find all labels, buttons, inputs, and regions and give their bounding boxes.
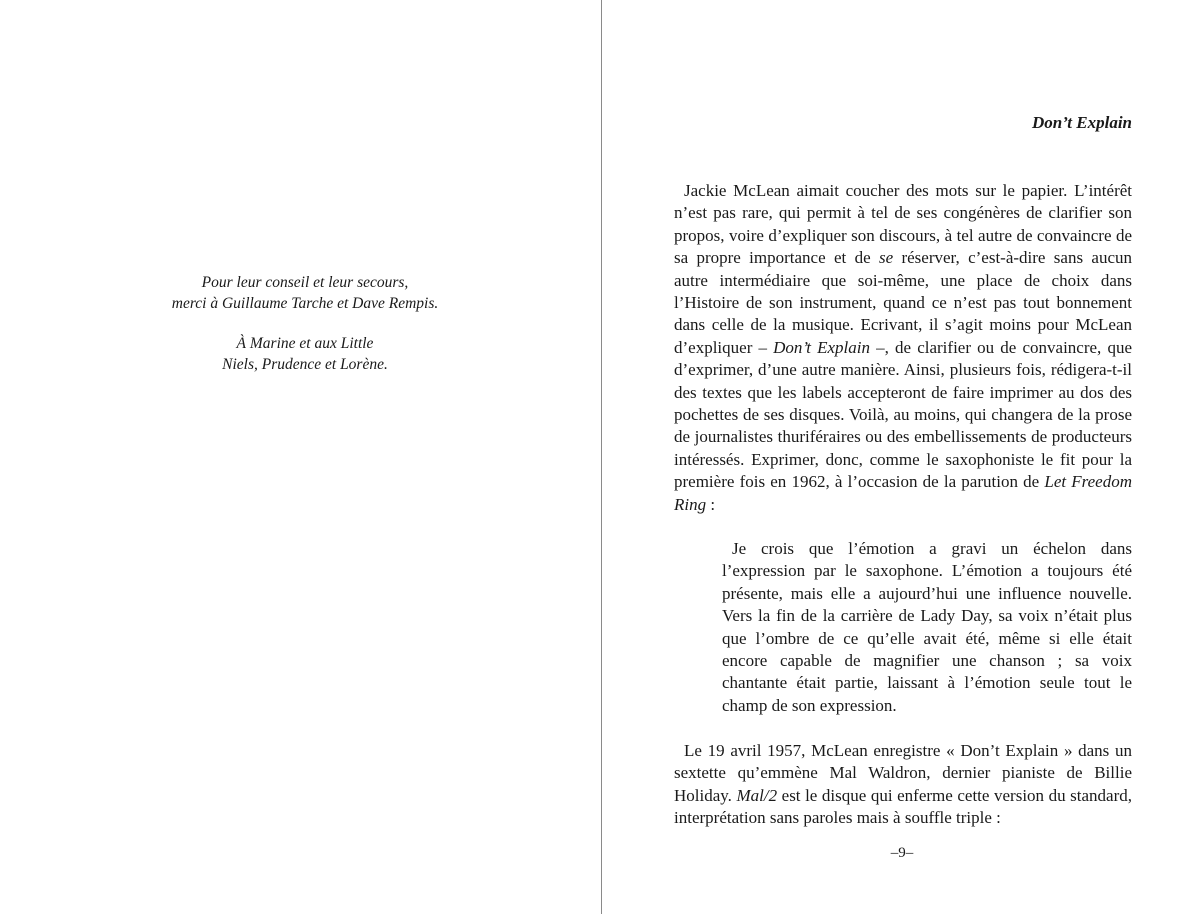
dedication-family — [0, 333, 610, 375]
body-paragraph — [674, 180, 1132, 516]
italic-text: Don’t Explain — [773, 337, 870, 357]
italic-text: Let Freedom Ring — [674, 472, 1132, 514]
left-page — [0, 0, 601, 914]
dedication-line: merci à Guillaume Tarche et Dave Rempis. — [171, 295, 439, 312]
italic-text: se — [878, 248, 894, 268]
paragraph-text: est le disque qui enferme cette version du standard, interprétation sans paroles mais à souffle triple : — [674, 785, 1132, 828]
right-page — [602, 0, 1203, 914]
italic-text: Mal/2 — [736, 785, 778, 805]
paragraph-text: Jackie McLean aimait coucher des mots sur le papier. L’intérêt n’est pas rare, qui permit à tel de ses congénères de clarifier son propos, voire d’expliquer son discours, à tel autre de convaincre de sa propre importance et de — [674, 181, 1132, 268]
chapter-title: Don’t Explain — [1032, 113, 1132, 132]
dedication-line: À Marine et aux Little — [236, 335, 374, 352]
paragraph-text: –, de clarifier ou de convaincre, que d’exprimer, d’une autre manière. Ainsi, plusieurs fois, rédigera-t-il des textes que les labels accepteront de faire imprimer au dos des pochettes de ses disques. Voilà, au moins, qui changera de la prose de journalistes thuriféraires ou des embellissements de producteurs intéressés. Exprimer, donc, comme le saxophoniste le fit pour la première fois en 1962, à l’occasion de la parution de — [674, 337, 1132, 492]
paragraph-text: : — [706, 494, 716, 514]
paragraph-text: réserver, c’est-à-dire sans aucun autre intermédiaire que soi-même, une place de choix dans l’Histoire de son instrument, quand ce n’est pas tout bonnement dans celle de la musique. Ecrivant, il s’agit moins pour McLean d’expliquer – — [674, 248, 1132, 357]
dedication-line: Niels, Prudence et Lorène. — [222, 356, 388, 373]
body-paragraph — [674, 740, 1132, 830]
dedication-line: Pour leur conseil et leur secours, — [201, 274, 409, 291]
paragraph-text: Le 19 avril 1957, McLean enregistre « Don’t Explain » dans un sextette qu’emmène Mal Waldron, dernier pianiste de Billie Holiday. — [674, 741, 1132, 805]
page-number: –9– — [890, 845, 914, 861]
dedication-acknowledgment — [0, 272, 610, 314]
block-quote: Je crois que l’émotion a gravi un échelon dans l’expression par le saxophone. L’émotion a toujours été présente, mais elle a aujourd’hui une influence nouvelle. Vers la fin de la carrière de Lady Day, sa voix n’était plus que l’ombre de ce qu’elle avait été, même si elle était encore capable de magnifier une chanson ; sa voix chantante était partie, laissant à l’émotion seule tout le champ de son expression. — [722, 539, 1132, 715]
